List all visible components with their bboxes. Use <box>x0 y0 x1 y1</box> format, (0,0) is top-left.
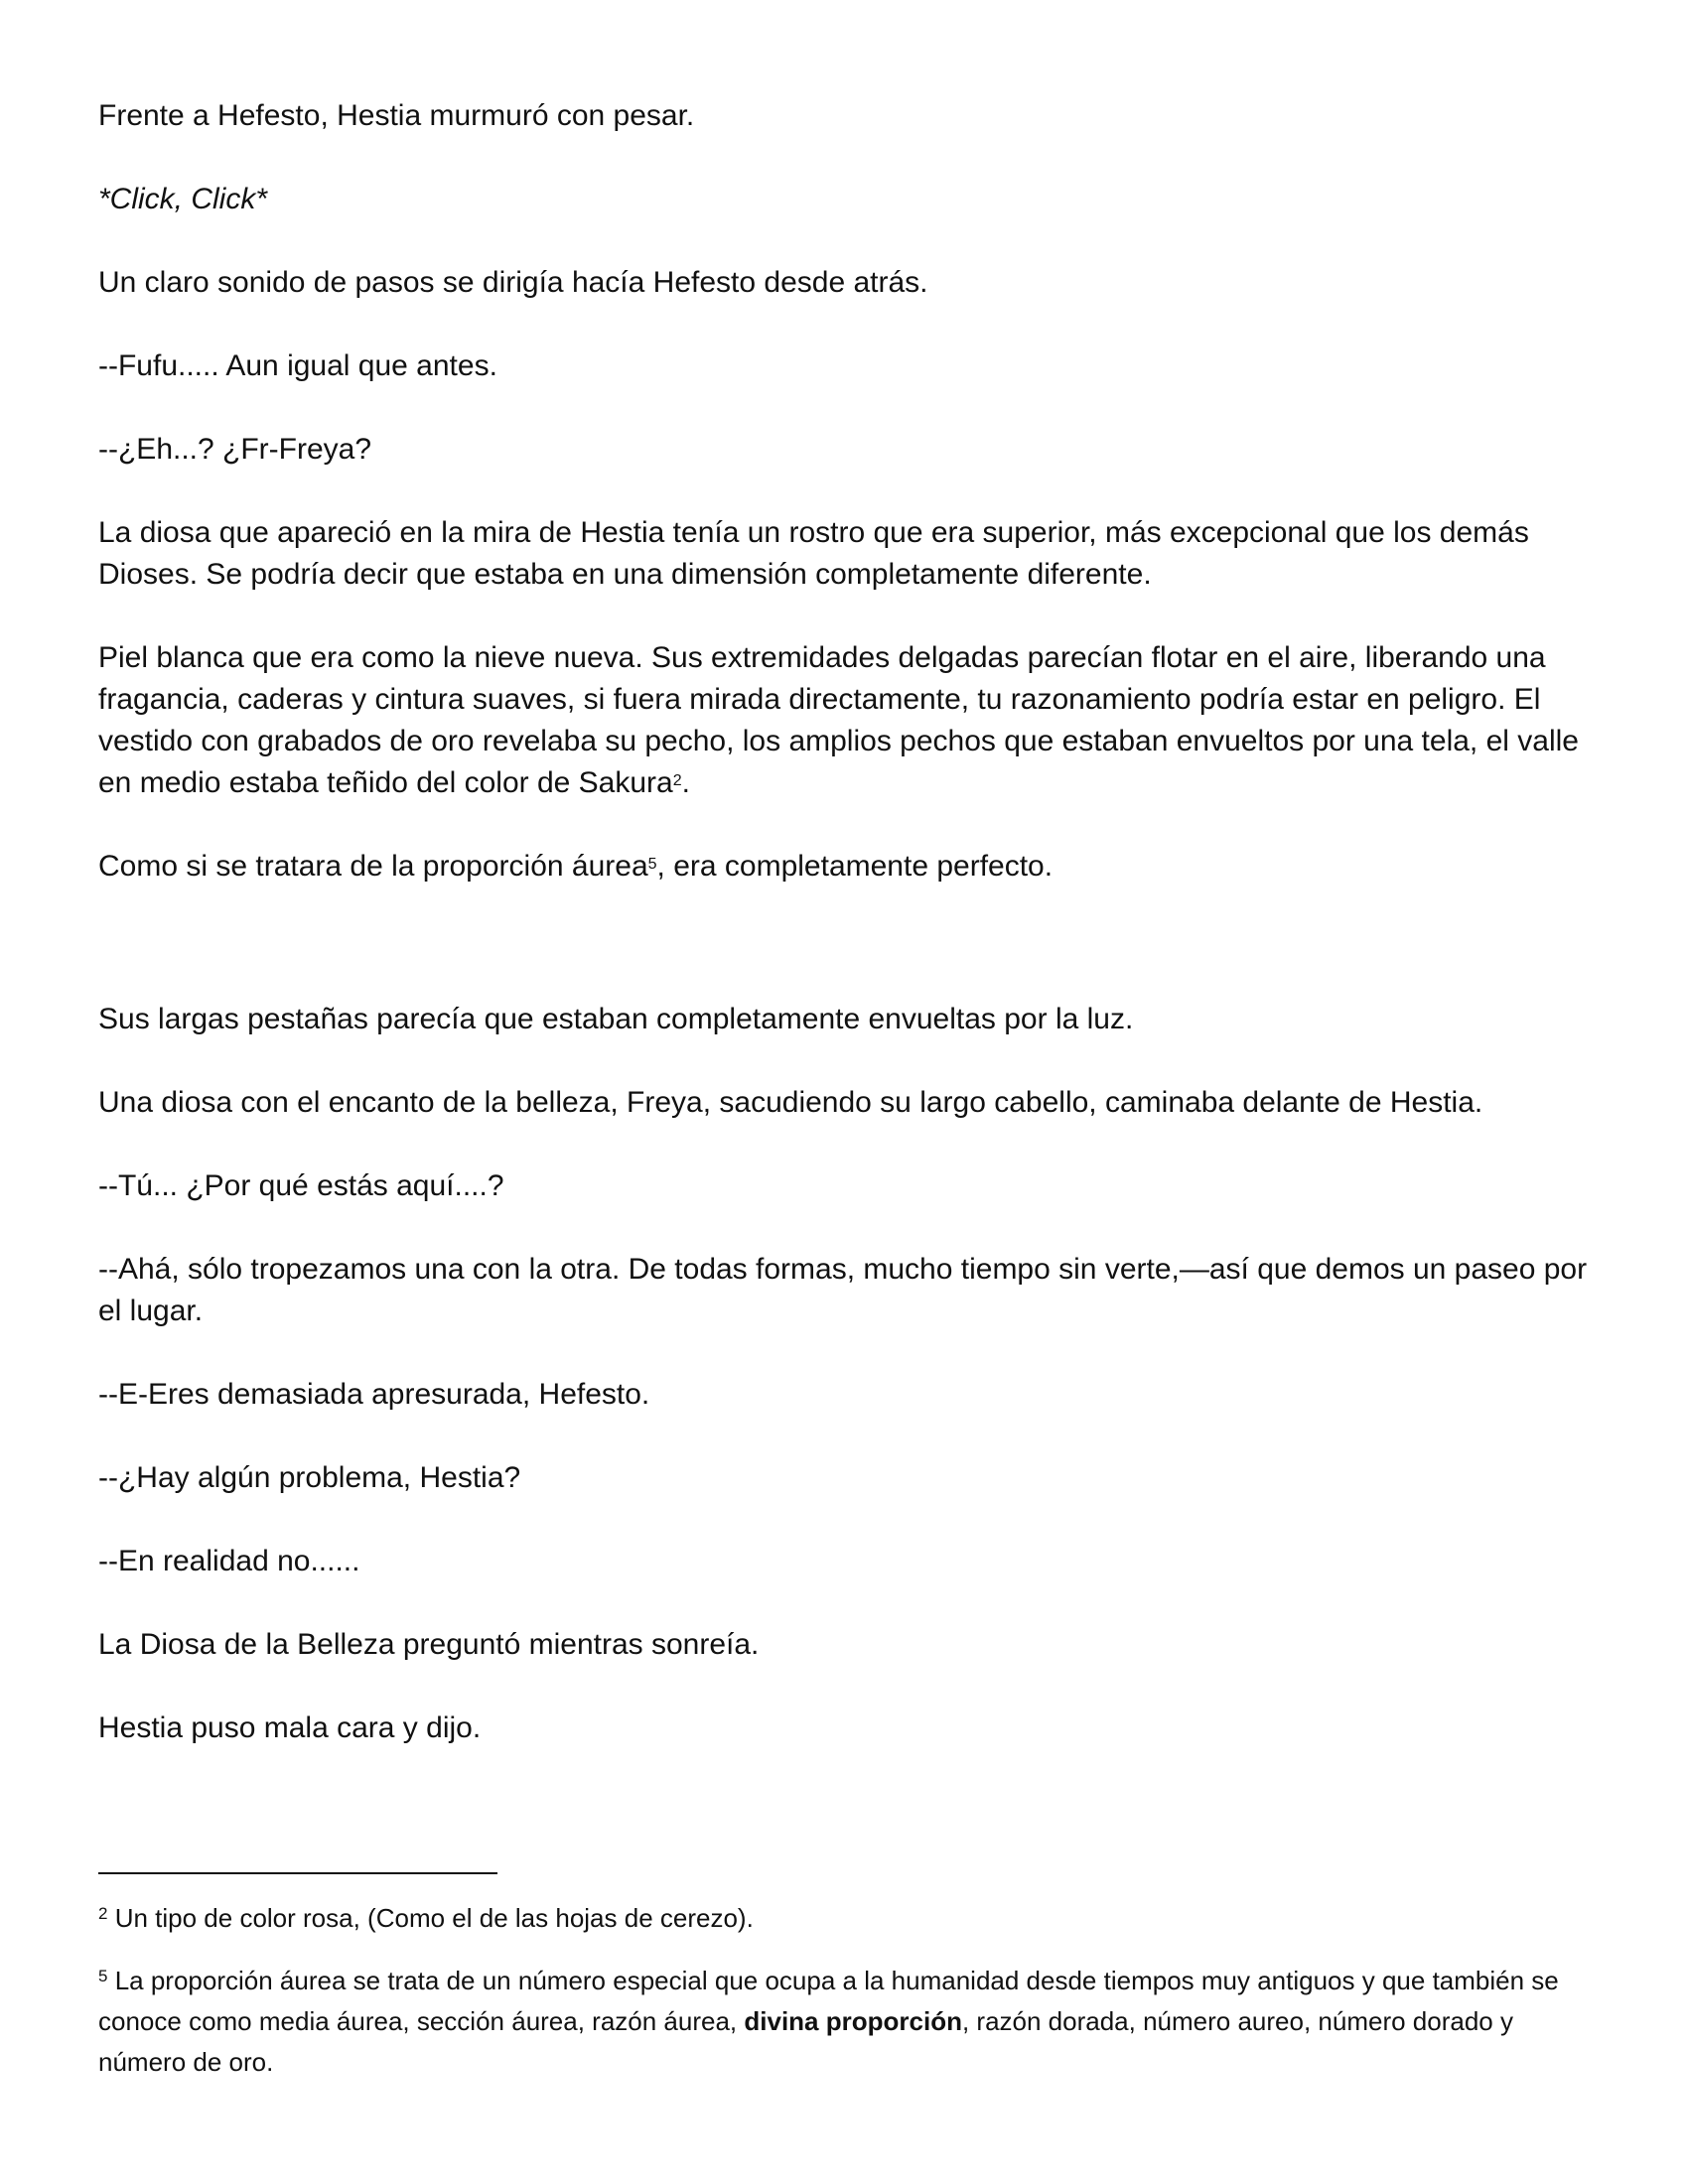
paragraph-with-footnote <box>98 846 1588 887</box>
dialogue-line: --Ahá, sólo tropezamos una con la otra. De todas formas, mucho tiempo sin verte,—así que demos un paseo por el lugar. <box>98 1253 1588 1327</box>
dialogue-line: --E-Eres demasiada apresurada, Hefesto. <box>98 1378 650 1411</box>
paragraph: Un claro sonido de pasos se dirigía hacía Hefesto desde atrás. <box>98 266 928 299</box>
dialogue-line: --En realidad no...... <box>98 1545 360 1577</box>
footnote <box>98 1961 1588 2083</box>
dialogue-line: --Fufu..... Aun igual que antes. <box>98 349 497 382</box>
footnote-marker: 2 <box>98 1904 108 1923</box>
paragraph: Una diosa con el encanto de la belleza, Freya, sacudiendo su largo cabello, caminaba delante de Hestia. <box>98 1086 1483 1119</box>
footnote-reference[interactable]: 2 <box>672 772 682 789</box>
footnote-separator <box>98 1872 497 1874</box>
paragraph: La diosa que apareció en la mira de Hestia tenía un rostro que era superior, más excepcional que los demás Dioses. Se podría decir que estaba en una dimensión completamente diferente. <box>98 516 1529 591</box>
footnote-marker: 5 <box>98 1967 108 1985</box>
paragraph: La Diosa de la Belleza preguntó mientras sonreía. <box>98 1628 760 1661</box>
document-body <box>98 95 1588 1791</box>
paragraph: Sus largas pestañas parecía que estaban completamente envueltas por la luz. <box>98 1003 1134 1035</box>
dialogue-line: --¿Hay algún problema, Hestia? <box>98 1461 521 1494</box>
footnote-text: , razón dorada, número aureo, número dorado y número de oro. <box>98 2006 1513 2077</box>
dialogue-line: --Tú... ¿Por qué estás aquí....? <box>98 1169 504 1202</box>
footnote <box>98 1898 1588 1939</box>
footnote-bold-term: divina proporción <box>744 2006 962 2036</box>
dialogue-line: --¿Eh...? ¿Fr-Freya? <box>98 433 372 466</box>
footnotes-section <box>98 1898 1588 2105</box>
paragraph: Hestia puso mala cara y dijo. <box>98 1711 482 1744</box>
footnote-text: La proporción áurea se trata de un número especial que ocupa a la humanidad desde tiempos muy antiguos y que también se conoce como media áurea, sección áurea, razón áurea, <box>98 1966 1559 2036</box>
paragraph-with-footnote <box>98 637 1588 804</box>
paragraph-text: , era completamente perfecto. <box>656 850 1054 883</box>
sound-effect-paragraph: *Click, Click* <box>98 183 268 215</box>
paragraph-text: Como si se tratara de la proporción áurea <box>98 850 648 883</box>
paragraph-text: Piel blanca que era como la nieve nueva. Sus extremidades delgadas parecían flotar en el aire, liberando una fragancia, caderas y cintura suaves, si fuera mirada directamente, tu razonamiento podría estar en peligro. El vestido con grabados de oro revelaba su pecho, los amplios pechos que estaban envueltos por una tela, el valle en medio estaba teñido del color de Sakura <box>98 641 1579 799</box>
paragraph: Frente a Hefesto, Hestia murmuró con pesar. <box>98 99 695 132</box>
footnote-reference[interactable]: 5 <box>647 856 657 873</box>
paragraph-text: . <box>681 766 690 799</box>
footnote-text: Un tipo de color rosa, (Como el de las hojas de cerezo). <box>114 1903 754 1933</box>
